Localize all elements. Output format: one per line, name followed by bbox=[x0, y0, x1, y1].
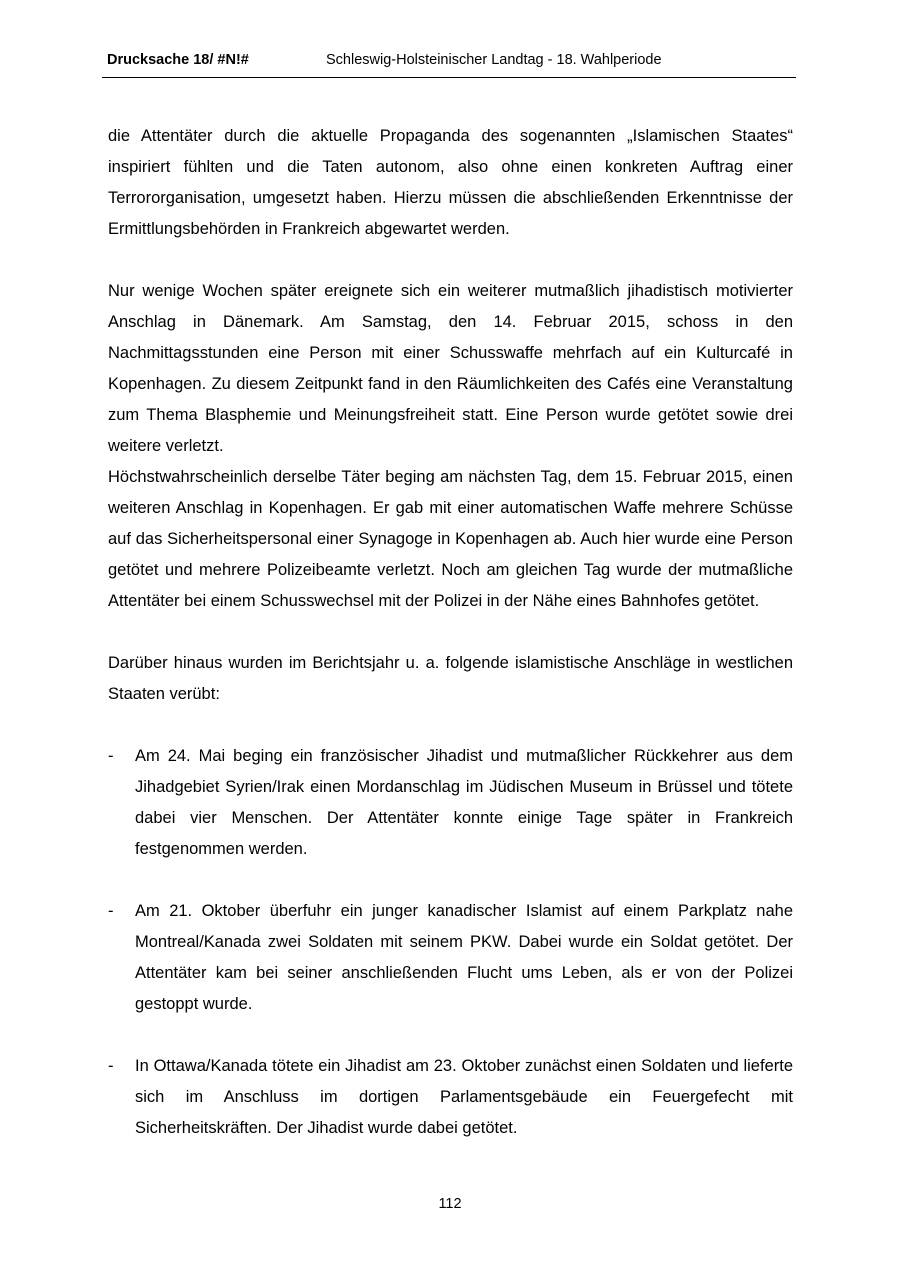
list-item bbox=[108, 741, 793, 865]
list-item-text: In Ottawa/Kanada tötete ein Jihadist am 23. Oktober zunächst einen Soldaten und lieferte sich im Anschluss im dortigen Parlamentsgebäude ein Feuergefecht mit Sicherheitskräften. Der Jihadist wurde dabei getötet. bbox=[135, 1057, 793, 1137]
paragraph-synagogue-attack: Höchstwahrscheinlich derselbe Täter beging am nächsten Tag, dem 15. Februar 2015, einen weiteren Anschlag in Kopenhagen. Er gab mit einer automatischen Waffe mehrere Schüsse auf das Sicherheitspersonal einer Synagoge in Kopenhagen ab. Auch hier wurde eine Person getötet und mehrere Polizeibeamte verletzt. Noch am gleichen Tag wurde der mutmaßliche Attentäter bei einem Schusswechsel mit der Polizei in der Nähe eines Bahnhofes getötet. bbox=[108, 468, 793, 610]
paragraph-denmark-attack: Nur wenige Wochen später ereignete sich ein weiterer mutmaßlich jihadistisch motivierter Anschlag in Dänemark. Am Samstag, den 14. Februar 2015, schoss in den Nachmittagsstunden eine Person mit einer Schusswaffe mehrfach auf ein Kulturcafé in Kopenhagen. Zu diesem Zeitpunkt fand in den Räumlichkeiten des Cafés eine Veranstaltung zum Thema Blasphemie und Meinungsfreiheit statt. Eine Person wurde getötet sowie drei weitere verletzt. bbox=[108, 282, 793, 455]
paragraph-list-intro: Darüber hinaus wurden im Berichtsjahr u. a. folgende islamistische Anschläge in westlichen Staaten verübt: bbox=[108, 654, 793, 703]
page-header bbox=[102, 50, 796, 78]
list-dash: - bbox=[108, 1057, 114, 1075]
page-number: 112 bbox=[438, 1196, 462, 1212]
parliament-title: Schleswig-Holsteinischer Landtag - 18. Wahlperiode bbox=[326, 52, 662, 68]
list-item-text: Am 24. Mai beging ein französischer Jihadist und mutmaßlicher Rückkehrer aus dem Jihadgebiet Syrien/Irak einen Mordanschlag im Jüdischen Museum in Brüssel und tötete dabei vier Menschen. Der Attentäter konnte einige Tage später in Frankreich festgenommen werden. bbox=[135, 747, 793, 858]
list-item bbox=[108, 1051, 793, 1144]
paragraph-continuation: die Attentäter durch die aktuelle Propaganda des sogenannten „Islamischen Staates“ inspiriert fühlten und die Taten autonom, also ohne einen konkreten Auftrag einer Terrororganisation, umgesetzt haben. Hierzu müssen die abschließenden Erkenntnisse der Ermittlungsbehörden in Frankreich abgewartet werden. bbox=[108, 127, 793, 238]
document-number: Drucksache 18/ #N!# bbox=[107, 52, 249, 68]
list-dash: - bbox=[108, 747, 114, 765]
list-dash: - bbox=[108, 902, 114, 920]
list-item-text: Am 21. Oktober überfuhr ein junger kanadischer Islamist auf einem Parkplatz nahe Montreal/Kanada zwei Soldaten mit seinem PKW. Dabei wurde ein Soldat getötet. Der Attentäter kam bei seiner anschließenden Flucht ums Leben, als er von der Polizei gestoppt wurde. bbox=[135, 902, 793, 1013]
list-item bbox=[108, 896, 793, 1020]
document-body bbox=[108, 121, 793, 1144]
